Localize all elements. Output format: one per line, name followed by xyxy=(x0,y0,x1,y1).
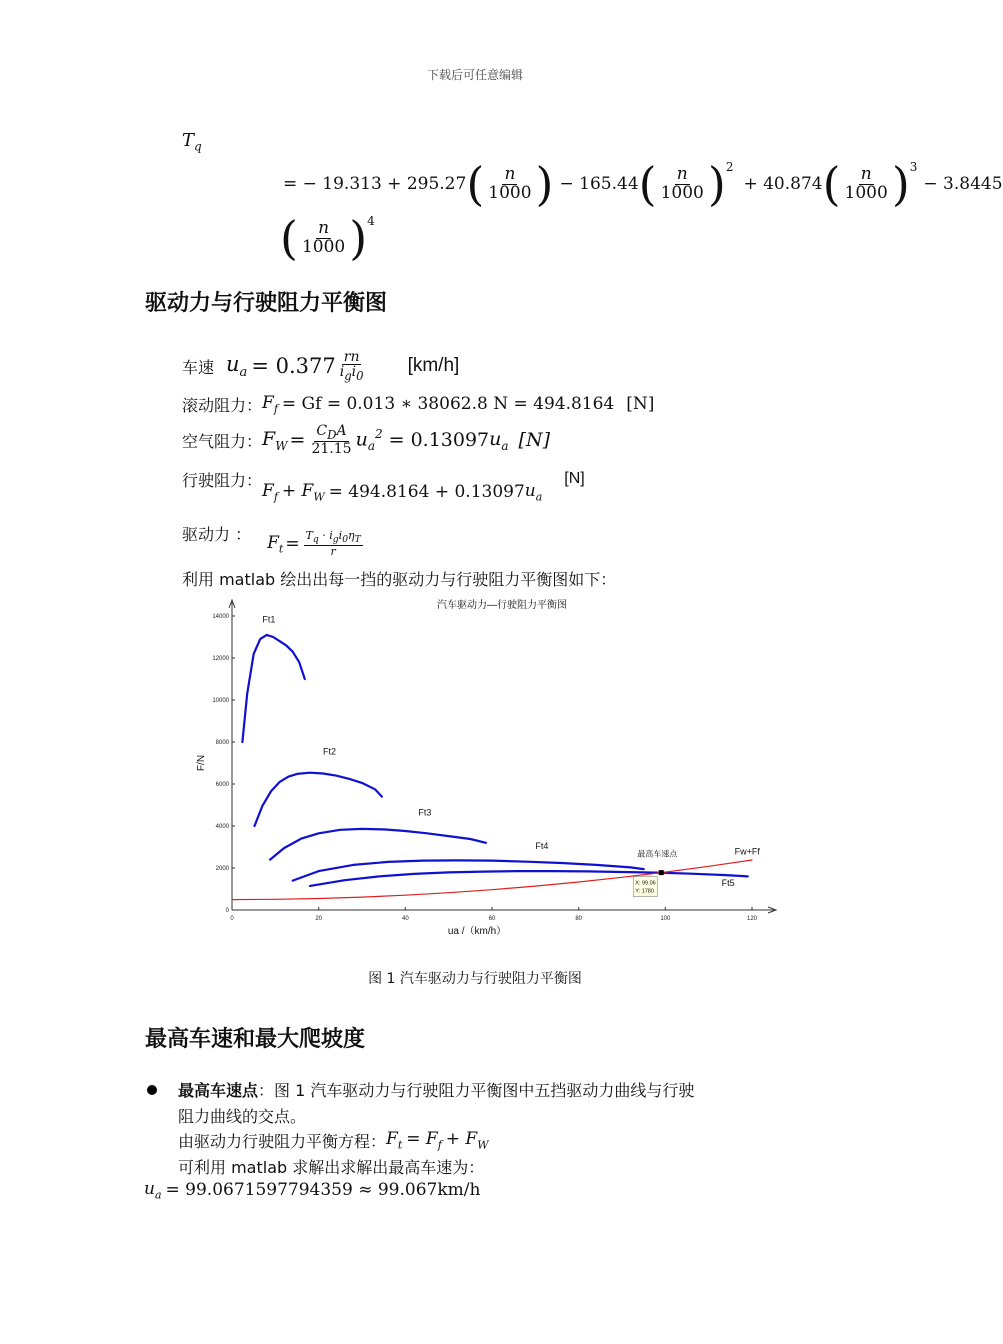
series-label: Ft2 xyxy=(323,746,337,757)
section-title-max-speed: 最高车速和最大爬坡度 xyxy=(145,1027,366,1052)
y-tick-label: 8000 xyxy=(215,740,229,746)
x-tick-label: 120 xyxy=(746,916,758,922)
air-resistance: 空气阻力： $F_W$ = $\frac{C_DA}{21.15}$ $u_a^2$ = 0.13097 $u_a$ [N] xyxy=(182,422,550,457)
series-label: Fw+Ff xyxy=(734,846,760,857)
result-line: $u_a$ = 99.0671597794359 ≈ 99.067km/h xyxy=(144,1179,481,1202)
y-tick-label: 14000 xyxy=(212,614,229,620)
bullet-line1 xyxy=(178,1078,694,1101)
torque-lhs: $T_q$ xyxy=(182,130,202,154)
y-tick-label: 6000 xyxy=(215,782,229,788)
series-ft1 xyxy=(242,635,304,742)
speed-formula: 车速 $u_a$ = 0.377 $\frac{rn}{i_gi_0}$ [km/h] xyxy=(182,348,460,384)
balance-chart xyxy=(190,594,780,944)
header-note: 下载后可任意编辑 xyxy=(426,68,523,82)
chart-intro: 利用 matlab 绘出出每一挡的驱动力与行驶阻力平衡图如下： xyxy=(182,570,617,589)
series-ft3 xyxy=(270,829,486,860)
driving-resistance: 行驶阻力： $F_f$ + $F_W$ = 494.8164 + 0.13097 $u_a$ [N] xyxy=(182,470,585,504)
chart-title: 汽车驱动力—行驶阻力平衡图 xyxy=(437,600,567,611)
x-tick-label: 80 xyxy=(575,916,583,922)
bullet-bold: 最高车速点 xyxy=(178,1081,259,1100)
y-tick-label: 4000 xyxy=(215,824,229,830)
balance-equation: 由驱动力行驶阻力平衡方程： $F_t$ = $F_f$ + $F_W$ xyxy=(178,1128,489,1152)
solve-line: 可利用 matlab 求解出求解出最高车速为： xyxy=(178,1158,485,1177)
x-tick-label: 20 xyxy=(315,916,323,922)
torque-formula-line1: = − 19.313 + 295.27 ( $\frac{n}{1000}$ ) − 165.44 ( $\frac{n}{1000}$ ) $^2$ + 40.874 ( $\frac{n}{1000}$ ) $^3$ − 3.8445 xyxy=(283,157,1003,211)
chart-labels xyxy=(262,614,760,896)
datatip-x: X: 99.06 xyxy=(635,880,656,887)
section-title-balance: 驱动力与行驶阻力平衡图 xyxy=(145,291,388,316)
annotation-max-speed: 最高车速点 xyxy=(637,849,678,859)
series-ft5 xyxy=(310,871,748,886)
series-label: Ft1 xyxy=(262,614,276,625)
series-label: Ft5 xyxy=(721,877,735,888)
chart-ylabel: F/N xyxy=(196,754,207,772)
chart-xlabel: ua /（km/h） xyxy=(447,926,507,937)
chart-series xyxy=(232,635,752,900)
x-tick-label: 100 xyxy=(660,916,671,922)
y-tick-label: 12000 xyxy=(212,656,229,662)
series-ft2 xyxy=(255,773,382,826)
y-tick-label: 2000 xyxy=(215,866,229,872)
rolling-resistance: 滚动阻力： $F_f$ = Gf = 0.013 ∗ 38062.8 N = 494.8164 [N] xyxy=(182,392,655,416)
torque-formula-line2: ( $\frac{n}{1000}$ ) $^4$ xyxy=(280,211,375,265)
tractive-force: 驱动力 ： $F_t$ = $\frac{T_q \cdot i_gi_0\eta_T}{r}$ xyxy=(182,525,361,559)
y-tick-label: 0 xyxy=(225,908,229,914)
bullet-text1: ：图 1 汽车驱动力与行驶阻力平衡图中五挡驱动力曲线与行驶 xyxy=(258,1081,695,1100)
y-tick-label: 10000 xyxy=(212,698,229,704)
x-tick-label: 60 xyxy=(488,916,496,922)
x-tick-label: 0 xyxy=(230,916,234,922)
bullet-line2: 阻力曲线的交点。 xyxy=(178,1107,307,1126)
series-label: Ft4 xyxy=(535,841,549,852)
datatip-y: Y: 1780 xyxy=(635,888,654,895)
series-fw-ff xyxy=(232,860,752,900)
series-label: Ft3 xyxy=(418,807,432,818)
x-tick-label: 40 xyxy=(401,916,409,922)
figure-caption: 图 1 汽车驱动力与行驶阻力平衡图 xyxy=(368,971,582,987)
bullet-dot xyxy=(147,1085,157,1095)
datatip-marker xyxy=(659,870,664,875)
